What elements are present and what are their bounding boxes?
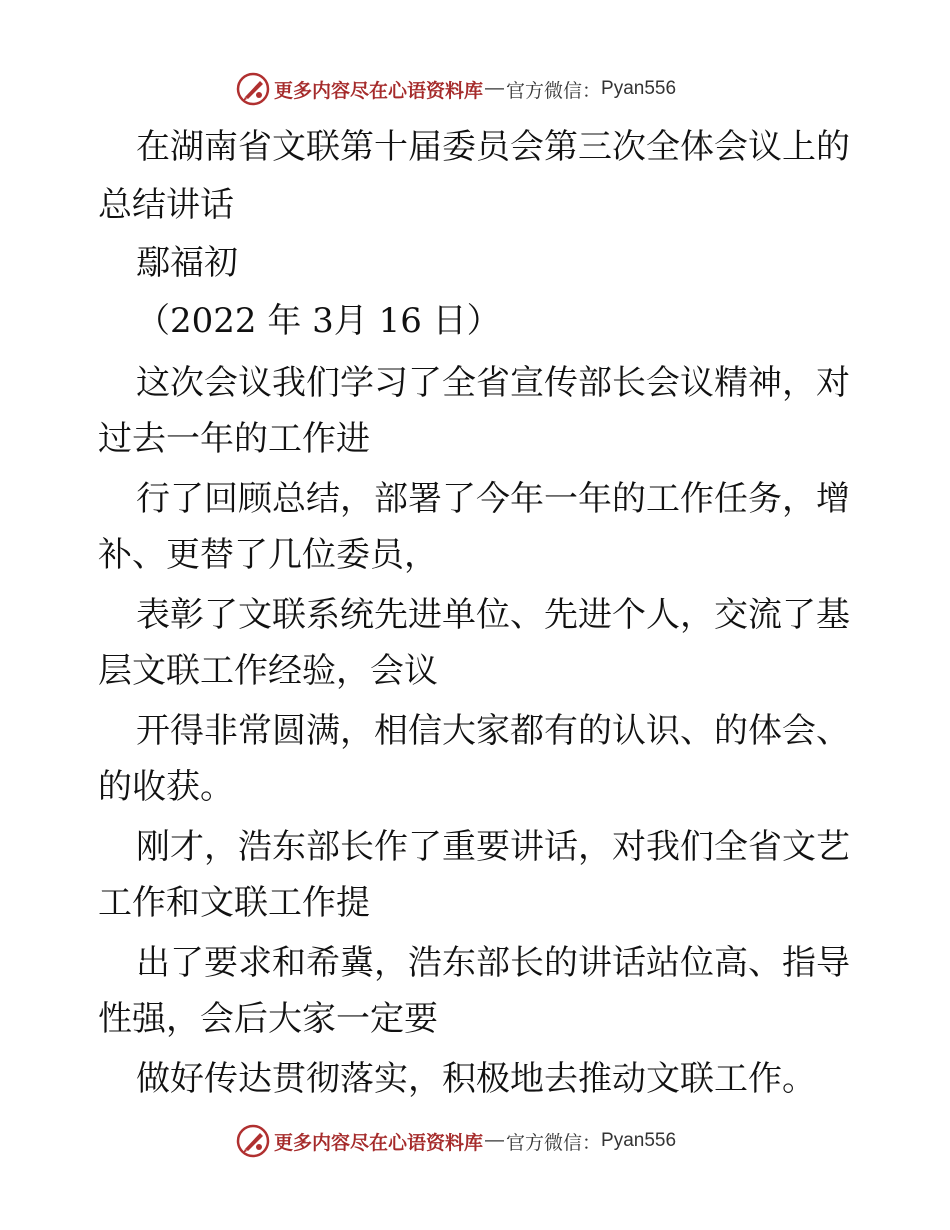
paragraph-line: 出了要求和希冀，浩东部长的讲话站位高、指导 (136, 943, 850, 983)
banner-text: 更多内容尽在心语资料库 (274, 1131, 484, 1154)
speech-date: （2022 年 3月 16 日） (136, 301, 501, 341)
paragraph-line: 表彰了文联系统先进单位、先进个人，交流了基 (136, 595, 850, 635)
paragraph-line: 工作和文联工作提 (98, 883, 370, 923)
paragraph-line: 性强，会后大家一定要 (98, 999, 438, 1039)
banner-dash: — (485, 78, 505, 99)
paragraph-line: 做好传达贯彻落实，积极地去推动文联工作。 (136, 1059, 816, 1099)
paragraph-line: 刚才，浩东部长作了重要讲话，对我们全省文艺 (136, 827, 850, 867)
banner-wechat-id: Pyan556 (601, 1130, 677, 1151)
footer-watermark-banner (236, 1124, 676, 1158)
paragraph-line: 过去一年的工作进 (98, 419, 370, 459)
banner-wechat-id: Pyan556 (601, 78, 677, 99)
paragraph-line: 开得非常圆满，相信大家都有的认识、的体会、 (136, 711, 850, 751)
paragraph-line: 这次会议我们学习了全省宣传部长会议精神，对 (136, 363, 850, 403)
banner-dash: — (485, 1130, 505, 1151)
author-name: 鄢福初 (136, 243, 238, 283)
pen-circle-logo-icon (236, 1124, 270, 1158)
paragraph-line: 行了回顾总结，部署了今年一年的工作任务，增 (136, 479, 850, 519)
paragraph-line: 补、更替了几位委员， (98, 535, 438, 575)
paragraph-line: 层文联工作经验，会议 (98, 651, 438, 691)
title-line-1: 在湖南省文联第十届委员会第三次全体会议上的 (136, 127, 850, 167)
paragraph-line: 的收获。 (98, 767, 234, 807)
banner-label: 官方微信： (506, 1131, 602, 1154)
banner-text: 更多内容尽在心语资料库 (274, 79, 484, 102)
title-line-2: 总结讲话 (98, 185, 234, 225)
banner-label: 官方微信： (506, 79, 602, 102)
pen-circle-logo-icon (236, 72, 270, 106)
header-watermark-banner (236, 72, 676, 106)
